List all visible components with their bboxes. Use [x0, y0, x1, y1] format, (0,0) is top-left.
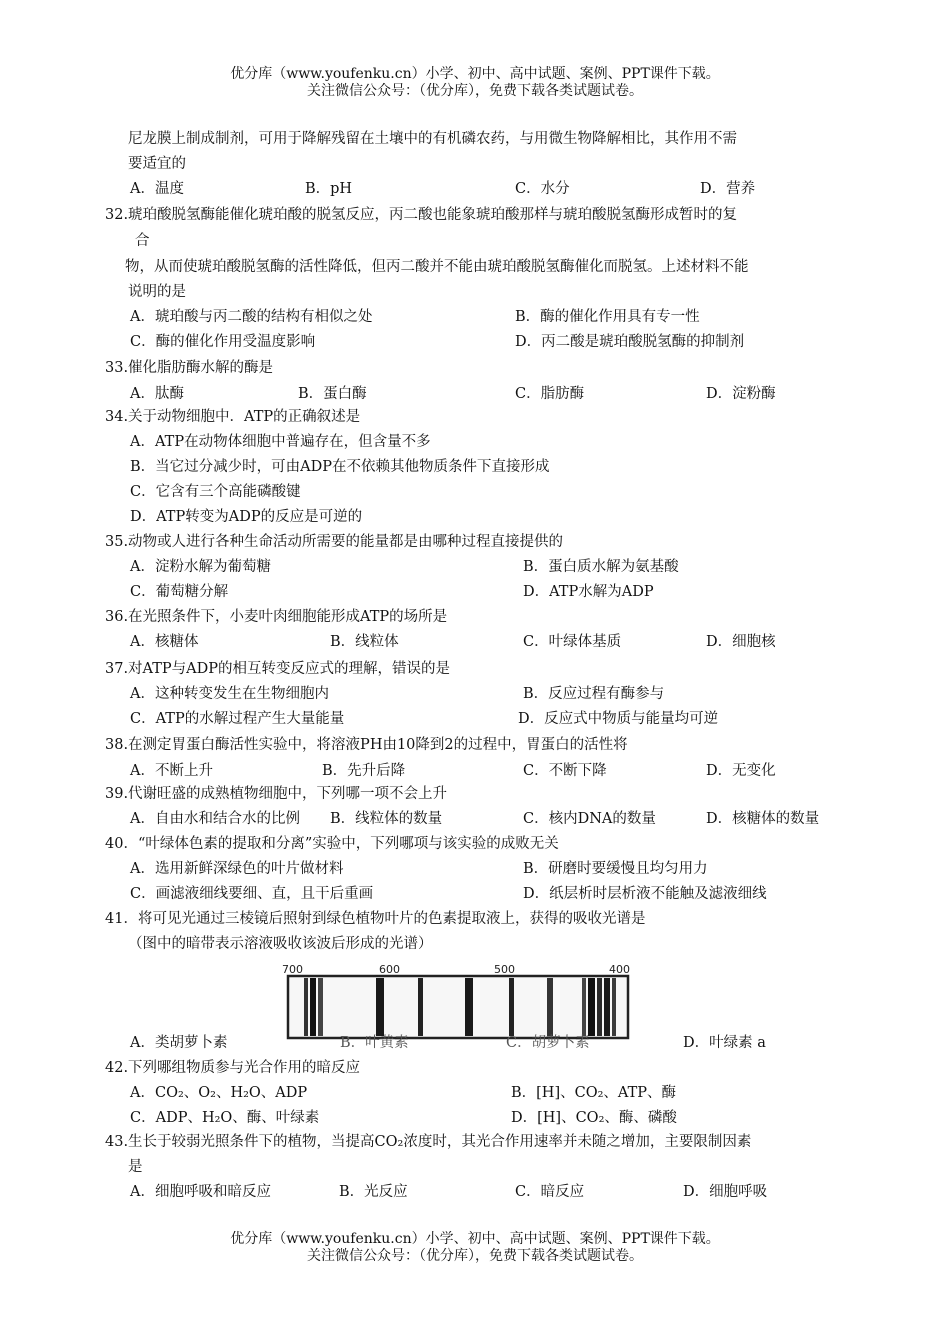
q40-stem: 40．“叶绿体色素的提取和分离”实验中，下列哪项与该实验的成败无关	[105, 836, 559, 852]
spectrum-band-yellow	[418, 978, 423, 1036]
spectrum-frame	[288, 976, 628, 1038]
q39-stem: 39.代谢旺盛的成熟植物细胞中，下列哪一项不会上升	[105, 786, 448, 802]
q42-option-c: C．ADP、H₂O、酶、叶绿素	[130, 1110, 320, 1126]
q43-option-b: B．光反应	[339, 1184, 408, 1200]
q34-option-a: A．ATP在动物体细胞中普遍存在，但含量不多	[130, 434, 431, 450]
q31-continuation-2: 要适宜的	[128, 156, 186, 172]
q31-option-b: B．pH	[305, 181, 353, 197]
q43-stem: 43.生长于较弱光照条件下的植物，当提高CO₂浓度时，其光合作用速率并未随之增加，主要限制因素	[105, 1134, 752, 1150]
q34-option-c: C．它含有三个高能磷酸键	[130, 484, 301, 500]
q40-option-b: B．研磨时要缓慢且均匀用力	[523, 861, 708, 877]
spectrum-label-700: 700	[282, 963, 303, 976]
spectrum-band-red-2	[310, 978, 316, 1036]
spectrum-band-violet-4	[604, 978, 610, 1036]
spectrum-band-violet-5	[612, 978, 616, 1036]
q31-option-d: D．营养	[700, 181, 756, 197]
q38-option-c: C．不断下降	[523, 763, 607, 779]
q33-option-b: B．蛋白酶	[298, 386, 367, 402]
spectrum-band-red-3	[318, 978, 323, 1036]
q41-option-d: D．叶绿素 a	[683, 1035, 766, 1051]
q31-option-c: C．水分	[515, 181, 570, 197]
q42-option-d: D．[H]、CO₂、酶、磷酸	[511, 1110, 677, 1126]
q32-option-c: C．酶的催化作用受温度影响	[130, 334, 316, 350]
q40-option-d: D．纸层析时层析液不能触及滤液细线	[523, 886, 767, 902]
q43-option-a: A．细胞呼吸和暗反应	[130, 1184, 271, 1200]
q41-option-b: B．叶黄素	[340, 1035, 409, 1051]
q32-stem-2: 物，从而使琥珀酸脱氢酶的活性降低，但丙二酸并不能由琥珀酸脱氢酶催化而脱氢。上述材料不能	[125, 259, 749, 275]
q42-option-b: B．[H]、CO₂、ATP、酶	[511, 1085, 677, 1101]
q37-stem: 37.对ATP与ADP的相互转变反应式的理解，错误的是	[105, 661, 451, 677]
q35-stem: 35.动物或人进行各种生命活动所需要的能量都是由哪种过程直接提供的	[105, 534, 564, 550]
spectrum-band-violet-1	[582, 978, 586, 1036]
q43-stem-2: 是	[128, 1159, 143, 1175]
footer-line-1: 优分库（www.youfenku.cn）小学、初中、高中试题、案例、PPT课件下载。	[230, 1231, 720, 1247]
q36-stem: 36.在光照条件下，小麦叶肉细胞能形成ATP的场所是	[105, 609, 448, 625]
spectrum-band-violet-2	[588, 978, 595, 1036]
q35-option-d: D．ATP水解为ADP	[523, 584, 654, 600]
q32-stem-3: 说明的是	[128, 284, 186, 300]
spectrum-band-orange	[376, 978, 384, 1036]
q31-continuation-1: 尼龙膜上制成制剂，可用于降解残留在土壤中的有机磷农药，与用微生物降解相比，其作用不需	[128, 131, 737, 147]
q31-option-a: A．温度	[130, 181, 184, 197]
q32-option-b: B．酶的催化作用具有专一性	[515, 309, 700, 325]
spectrum-label-400: 400	[609, 963, 630, 976]
header-line-2: 关注微信公众号：（优分库），免费下载各类试题试卷。	[307, 83, 643, 99]
page-footer	[0, 1231, 950, 1265]
q38-option-d: D．无变化	[706, 763, 776, 779]
q36-option-a: A．核糖体	[130, 634, 199, 650]
q41-option-a: A．类胡萝卜素	[130, 1035, 228, 1051]
q33-option-c: C．脂肪酶	[515, 386, 585, 402]
q33-option-a: A．肽酶	[130, 386, 184, 402]
spectrum-band-green	[465, 978, 473, 1036]
q32-option-a: A．琥珀酸与丙二酸的结构有相似之处	[130, 309, 373, 325]
q39-option-b: B．线粒体的数量	[330, 811, 443, 827]
q38-option-b: B．先升后降	[322, 763, 406, 779]
q36-option-d: D．细胞核	[706, 634, 776, 650]
spectrum-band-blue-1	[547, 978, 553, 1036]
q41-stem: 41．将可见光通过三棱镜后照射到绿色植物叶片的色素提取液上，获得的吸收光谱是	[105, 911, 646, 927]
q37-option-b: B．反应过程有酶参与	[523, 686, 665, 702]
spectrum-band-red-1	[304, 978, 308, 1036]
spectrum-label-500: 500	[494, 963, 515, 976]
spectrum-label-600: 600	[379, 963, 400, 976]
q41-stem-2: （图中的暗带表示溶液吸收该波后形成的光谱）	[128, 936, 433, 952]
header-line-1: 优分库（www.youfenku.cn）小学、初中、高中试题、案例、PPT课件下载。	[230, 66, 720, 82]
q34-option-b: B．当它过分减少时，可由ADP在不依赖其他物质条件下直接形成	[130, 459, 550, 475]
q39-option-d: D．核糖体的数量	[706, 811, 820, 827]
q39-option-c: C．核内DNA的数量	[523, 811, 656, 827]
q35-option-c: C．葡萄糖分解	[130, 584, 229, 600]
q39-option-a: A．自由水和结合水的比例	[130, 811, 300, 827]
q36-option-c: C．叶绿体基质	[523, 634, 622, 650]
page-header	[0, 66, 950, 100]
q32-option-d: D．丙二酸是琥珀酸脱氢酶的抑制剂	[515, 334, 745, 350]
q41-option-c: C．胡萝卜素	[506, 1035, 590, 1051]
q36-option-b: B．线粒体	[330, 634, 399, 650]
q33-stem: 33.催化脂肪酶水解的酶是	[105, 360, 274, 376]
q40-option-c: C．画滤液细线要细、直，且干后重画	[130, 886, 374, 902]
q32-stem-1: 32.琥珀酸脱氢酶能催化琥珀酸的脱氢反应，丙二酸也能象琥珀酸那样与琥珀酸脱氢酶形成暂时的复	[105, 207, 738, 223]
q35-option-a: A．淀粉水解为葡萄糖	[130, 559, 271, 575]
q35-option-b: B．蛋白质水解为氨基酸	[523, 559, 679, 575]
spectrum-band-violet-3	[597, 978, 602, 1036]
spectrum-band-cyan	[509, 978, 514, 1036]
q34-stem: 34.关于动物细胞中．ATP的正确叙述是	[105, 409, 361, 425]
q32-stem-1b: 合	[135, 233, 150, 249]
q34-option-d: D．ATP转变为ADP的反应是可逆的	[130, 509, 363, 525]
q42-option-a: A．CO₂、O₂、H₂O、ADP	[130, 1085, 308, 1101]
q38-stem: 38.在测定胃蛋白酶活性实验中，将溶液PH由10降到2的过程中，胃蛋白的活性将	[105, 737, 628, 753]
footer-line-2: 关注微信公众号：（优分库），免费下载各类试题试卷。	[307, 1248, 643, 1264]
q37-option-d: D．反应式中物质与能量均可逆	[518, 711, 719, 727]
q37-option-a: A．这种转变发生在生物细胞内	[130, 686, 329, 702]
q40-option-a: A．选用新鲜深绿色的叶片做材料	[130, 861, 344, 877]
q33-option-d: D．淀粉酶	[706, 386, 776, 402]
q43-option-d: D．细胞呼吸	[683, 1184, 768, 1200]
absorption-spectrum-figure	[282, 962, 630, 1040]
q37-option-c: C．ATP的水解过程产生大量能量	[130, 711, 345, 727]
q38-option-a: A．不断上升	[130, 763, 213, 779]
q42-stem: 42.下列哪组物质参与光合作用的暗反应	[105, 1060, 361, 1076]
q43-option-c: C．暗反应	[515, 1184, 585, 1200]
